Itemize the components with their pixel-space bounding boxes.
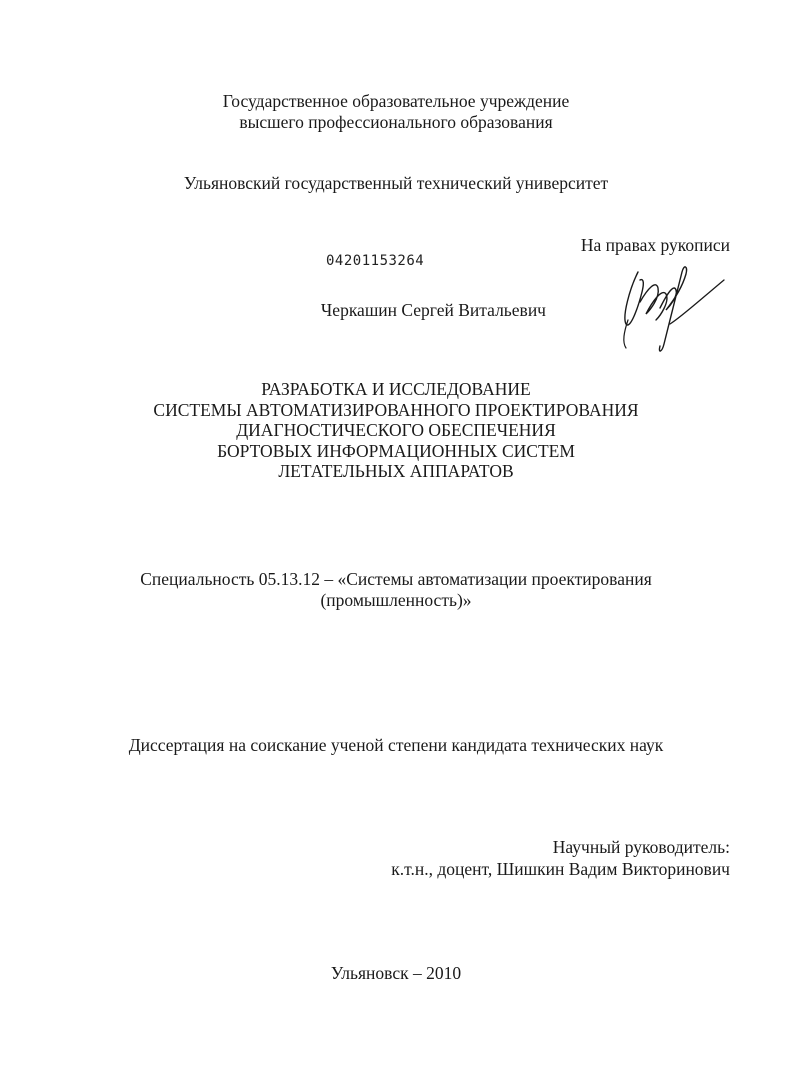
signature-image bbox=[600, 258, 740, 356]
author-name: Черкашин Сергей Витальевич bbox=[320, 300, 546, 320]
supervisor-label: Научный руководитель: bbox=[552, 837, 730, 857]
institution-line-1: Государственное образовательное учреждение bbox=[222, 91, 570, 111]
rights-note: На правах рукописи bbox=[580, 235, 730, 255]
dissertation-type: Диссертация на соискание ученой степени кандидата технических наук bbox=[128, 735, 664, 755]
supervisor-block bbox=[391, 836, 730, 880]
title-line-4: БОРТОВЫХ ИНФОРМАЦИОННЫХ СИСТЕМ bbox=[217, 440, 575, 461]
title-line-1: РАЗРАБОТКА И ИССЛЕДОВАНИЕ bbox=[261, 379, 531, 399]
title-line-5: ЛЕТАТЕЛЬНЫХ АППАРАТОВ bbox=[278, 461, 514, 481]
university-name: Ульяновский государственный технический университет bbox=[183, 173, 609, 193]
place-year: Ульяновск – 2010 bbox=[330, 963, 462, 983]
specialty-line-2: (промышленность)» bbox=[320, 590, 472, 610]
title-line-2: СИСТЕМЫ АВТОМАТИЗИРОВАННОГО ПРОЕКТИРОВАНИЯ bbox=[153, 399, 639, 420]
dissertation-title bbox=[0, 379, 792, 482]
specialty-line-1: Специальность 05.13.12 – «Системы автоматизации проектирования bbox=[140, 569, 652, 589]
supervisor-name: к.т.н., доцент, Шишкин Вадим Викторинович bbox=[391, 859, 730, 879]
title-line-3: ДИАГНОСТИЧЕСКОГО ОБЕСПЕЧЕНИЯ bbox=[236, 420, 556, 440]
specialty bbox=[0, 569, 792, 611]
inventory-number: 04201153264 bbox=[326, 253, 425, 269]
institution-line-2: высшего профессионального образования bbox=[239, 112, 553, 132]
